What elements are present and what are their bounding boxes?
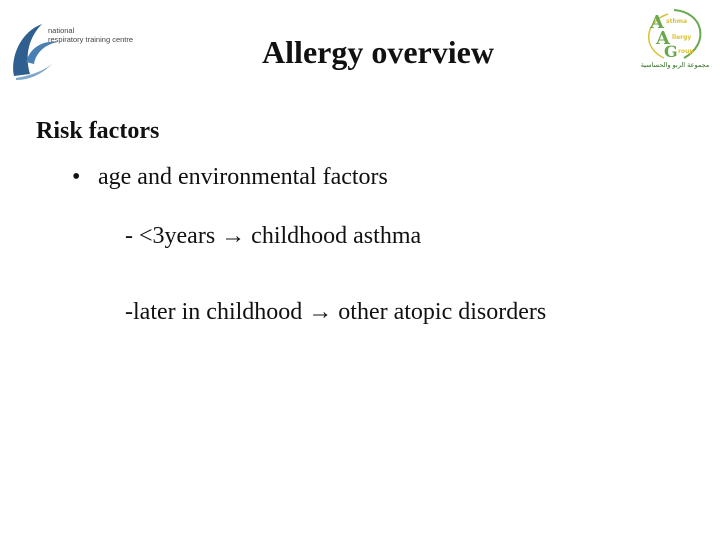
- aag-letter-a1: A: [650, 12, 664, 33]
- aag-letter-g: G: [664, 42, 678, 61]
- aag-letter-a2: A: [656, 28, 670, 49]
- aag-word-allergy: llergy: [672, 34, 692, 41]
- ntrc-name-line2: respiratory training centre: [48, 35, 134, 44]
- section-heading: Risk factors: [36, 118, 160, 144]
- aag-word-group: roup: [678, 48, 694, 55]
- aag-arabic-name: مجموعة الربو والحساسية: [640, 61, 710, 69]
- bullet-marker: •: [72, 164, 81, 190]
- aag-word-asthma: sthma: [666, 18, 688, 25]
- slide-title: Allergy overview: [262, 34, 494, 70]
- ntrc-name-line1: national: [48, 26, 75, 35]
- bullet-item: [72, 164, 388, 191]
- bullet-text: age and environmental factors: [98, 164, 388, 190]
- sub-item-later-childhood: -later in childhood → other atopic disorders: [125, 299, 547, 325]
- sub-item-early-childhood: - <3years → childhood asthma: [125, 223, 422, 249]
